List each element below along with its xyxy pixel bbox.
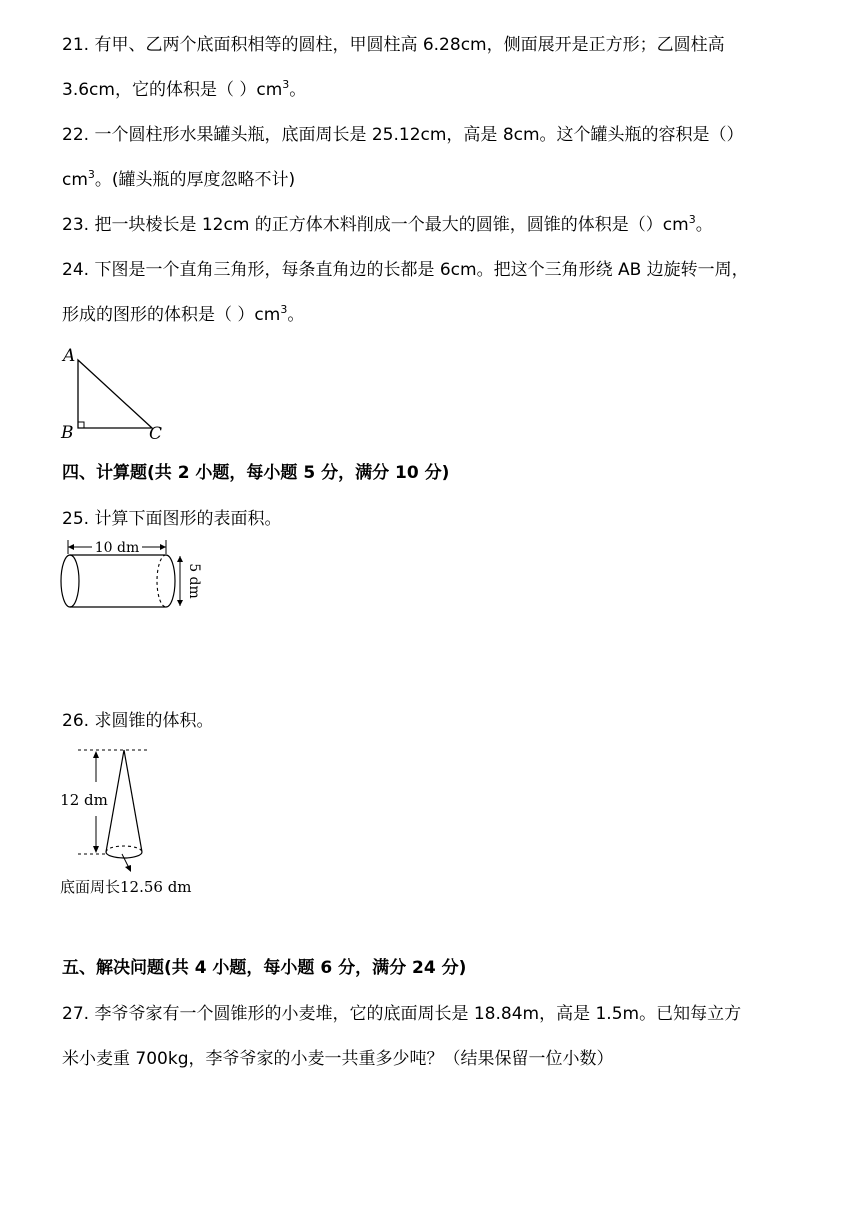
label-c: C [149, 424, 163, 444]
section5-heading: 五、解决问题(共 4 小题，每小题 6 分，满分 24 分) [62, 958, 467, 978]
q21-superscript: 3 [282, 78, 290, 91]
q27-line2: 米小麦重 700kg，李爷爷家的小麦一共重多少吨？（结果保留一位小数） [62, 1049, 614, 1069]
cylinder-diameter-label: 5 dm [186, 563, 202, 599]
q24-line2-post: 。 [287, 305, 305, 325]
q21-line2 [62, 79, 306, 101]
label-a: A [63, 346, 76, 366]
q25-text: 25. 计算下面图形的表面积。 [62, 509, 282, 529]
q26-text: 26. 求圆锥的体积。 [62, 711, 214, 731]
q23-superscript: 3 [688, 213, 696, 226]
cone-height-label: 12 dm [60, 791, 108, 809]
q22-superscript: 3 [87, 168, 95, 181]
q22-line1: 22. 一个圆柱形水果罐头瓶，底面周长是 25.12cm，高是 8cm。这个罐头瓶的容积是（） [62, 125, 744, 145]
cone-base-label: 底面周长12.56 dm [60, 878, 192, 896]
q22-line2-pre: cm [62, 170, 88, 190]
triangle-shape [78, 360, 152, 428]
cylinder-left-base [61, 555, 79, 607]
right-triangle-figure [58, 342, 178, 442]
q22-line2-post: 。(罐头瓶的厚度忽略不计) [94, 170, 296, 190]
cone-figure [58, 742, 238, 902]
right-angle-mark [78, 422, 84, 428]
q23-line-pre: 23. 把一块棱长是 12cm 的正方体木料削成一个最大的圆锥，圆锥的体积是（）cm [62, 215, 689, 235]
cylinder-figure [58, 536, 208, 616]
label-b: B [61, 423, 74, 443]
q24-line2 [62, 304, 304, 326]
q21-line1: 21. 有甲、乙两个底面积相等的圆柱，甲圆柱高 6.28cm，侧面展开是正方形；乙圆柱高 [62, 35, 725, 55]
cylinder-length-label: 10 dm [94, 540, 140, 556]
q23-line [62, 214, 713, 236]
q24-line2-pre: 形成的图形的体积是（ ）cm [62, 305, 281, 325]
q21-line2-mid: ）cm [233, 80, 283, 100]
q21-line2-post: 。 [289, 80, 307, 100]
q24-line1: 24. 下图是一个直角三角形，每条直角边的长都是 6cm。把这个三角形绕 AB 边旋转一周， [62, 260, 749, 280]
section4-heading: 四、计算题(共 2 小题，每小题 5 分，满分 10 分) [62, 463, 450, 483]
q22-line2 [62, 169, 295, 191]
q24-superscript: 3 [280, 303, 288, 316]
q23-line-post: 。 [695, 215, 713, 235]
q21-line2-pre: 3.6cm，它的体积是（ [62, 80, 234, 100]
q27-line1: 27. 李爷爷家有一个圆锥形的小麦堆，它的底面周长是 18.84m，高是 1.5m。已知每立方 [62, 1004, 742, 1024]
